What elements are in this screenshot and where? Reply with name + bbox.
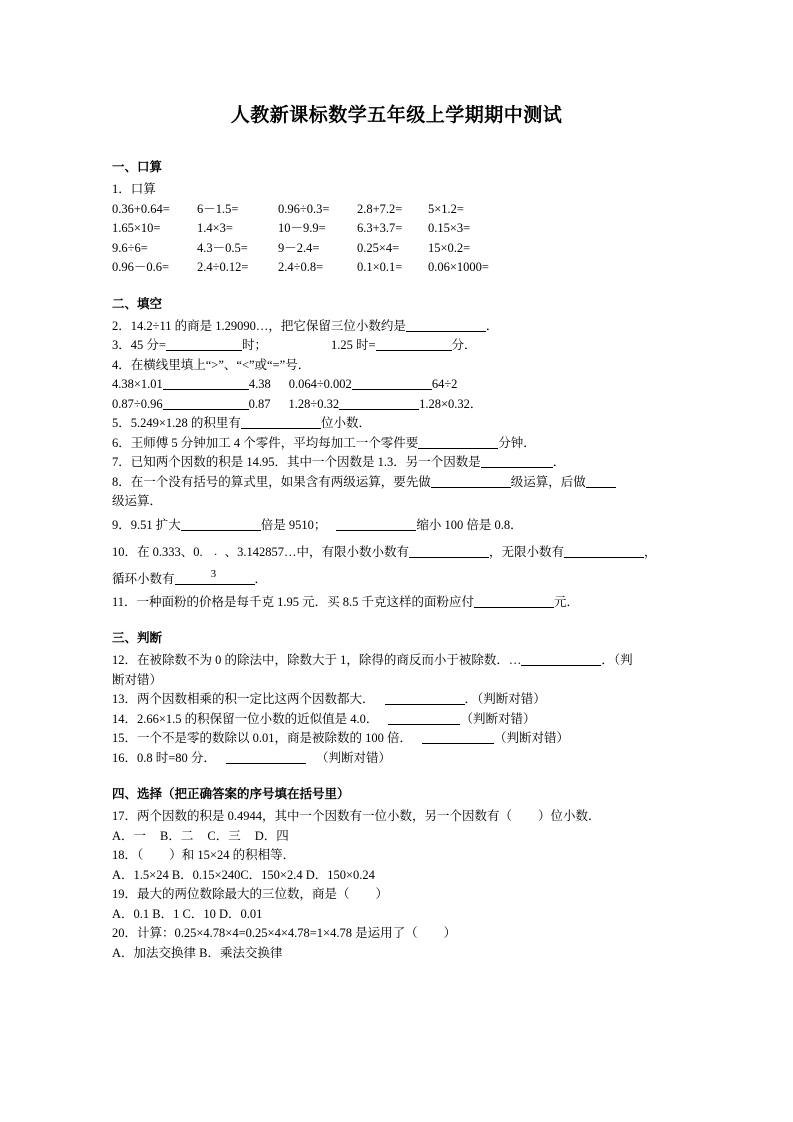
answer-blank[interactable] (422, 731, 494, 744)
calc-cell: 0.1×0.1= (357, 260, 403, 274)
question-15-suffix: （判断对错） (494, 731, 570, 745)
calc-cell: 0.06×1000= (428, 260, 489, 274)
answer-blank[interactable] (564, 545, 644, 558)
question-3 (112, 336, 682, 356)
question-19-text: 19．最大的两位数除最大的三位数，商是（ (112, 887, 350, 901)
question-16 (112, 749, 682, 769)
question-11-text: 11．一种面粉的价格是每千克 1.95 元．买 8.5 千克这样的面粉应付 (112, 594, 475, 609)
question-9 (112, 512, 682, 539)
repeat-digit: 3 (210, 567, 217, 580)
compare-left: 0.87÷0.96 (112, 396, 163, 411)
question-20-text: 20．计算：0.25×4.78×4=0.25×4×4.78=1×4.78 是运用了（ (112, 926, 418, 940)
question-17-text: 17．两个因数的积是 0.4944，其中一个因数有一位小数，另一个因数有（ (112, 809, 513, 823)
question-3-mid2: 1.25 时= (330, 338, 376, 352)
question-2-text: 2．14.2÷11 的商是 1.29090…，把它保留三位小数约是 (112, 318, 406, 333)
question-18-suffix: ）和 15×24 的积相等． (169, 848, 296, 862)
calc-cell: 0.96－0.6= (112, 260, 170, 274)
repeat-dot-icon: · (213, 546, 218, 561)
answer-blank[interactable] (336, 518, 416, 531)
question-19-suffix: ） (375, 887, 389, 901)
question-17-options (112, 827, 682, 847)
question-12-suffix: ．（判 (601, 653, 633, 667)
calc-cell: 2.4÷0.12= (197, 260, 249, 274)
answer-blank[interactable] (431, 475, 511, 488)
question-18 (112, 846, 682, 866)
answer-blank[interactable] (339, 397, 419, 410)
compare-right: 1.28×0.32． (419, 396, 483, 411)
question-20-options[interactable]: A．加法交换律 B．乘法交换律 (112, 945, 283, 960)
answer-blank[interactable] (586, 475, 616, 488)
calc-cell: 2.4÷0.8= (278, 260, 324, 274)
question-13 (112, 690, 682, 710)
calc-cell: 15×0.2= (428, 240, 471, 255)
option-c[interactable]: C．三 (207, 828, 241, 843)
calc-cell: 10－9.9= (278, 221, 326, 235)
question-4-prompt: 4．在横线里填上“>”、“<”或“=”号． (112, 357, 311, 372)
question-8-text: 8．在一个没有括号的算式里，如果含有两级运算，要先做 (112, 474, 431, 489)
compare-right: 64÷2 (431, 377, 458, 391)
question-10-mid1: 、3.142857…中，有限小数小数有 (224, 544, 410, 559)
answer-blank[interactable] (166, 338, 242, 351)
question-10-mid2: ，无限小数有 (489, 544, 565, 559)
question-18-options[interactable]: A．1.5×24 B．0.15×240C．150×2.4 D．150×0.24 (112, 867, 375, 882)
calc-cell: 6.3+3.7= (357, 221, 403, 235)
question-4-line-2 (112, 395, 682, 415)
question-15-text: 15．一个不是零的数除以 0.01，商是被除数的 100 倍． (112, 731, 413, 745)
answer-blank[interactable] (406, 319, 486, 332)
question-5-suffix: 位小数． (320, 416, 371, 430)
question-17 (112, 807, 682, 827)
question-5-text: 5．5.249×1.28 的积里有 (112, 416, 241, 430)
compare-right: 4.38 (248, 377, 271, 391)
calc-cell: 4.3－0.5= (197, 240, 248, 255)
answer-blank[interactable] (163, 397, 249, 410)
question-2-suffix: ． (485, 318, 499, 333)
calc-row (112, 239, 682, 259)
compare-left: 1.28÷0.32 (288, 396, 340, 411)
question-8-wrap: 级运算． (112, 494, 163, 508)
question-19 (112, 885, 682, 905)
question-14 (112, 710, 682, 730)
question-4-line-1 (112, 375, 682, 395)
question-20 (112, 924, 682, 944)
question-6-suffix: 分钟． (498, 435, 536, 450)
calc-row (112, 258, 682, 278)
document-body (112, 158, 682, 963)
calc-row (112, 200, 682, 220)
question-8-mid: 级运算，后做 (510, 474, 586, 489)
question-9-text: 9．9.51 扩大 (112, 517, 181, 532)
calc-cell: 0.15×3= (428, 221, 471, 235)
question-11-suffix: 元． (554, 594, 580, 609)
question-7 (112, 453, 682, 473)
option-d[interactable]: D．四 (254, 828, 289, 843)
question-12 (112, 651, 682, 671)
answer-blank[interactable] (241, 416, 321, 429)
question-6 (112, 434, 682, 454)
question-13-suffix: ．（判断对错） (464, 692, 546, 706)
answer-blank[interactable] (418, 436, 498, 449)
question-12-wrap: 断对错） (112, 672, 163, 687)
question-13-text: 13．两个因数相乘的积一定比这两个因数都大． (112, 692, 375, 706)
question-20-suffix: ） (443, 926, 457, 940)
calc-cell: 2.8+7.2= (357, 201, 403, 216)
answer-blank[interactable] (388, 712, 460, 725)
question-10-tail-text: 循环小数有 (112, 571, 175, 586)
question-3-suffix: 分． (451, 338, 477, 352)
question-7-text: 7．已知两个因数的积是 14.95．其中一个因数是 1.3．另一个因数是 (112, 455, 481, 469)
question-10-text: 10．在 0.333、0. (112, 544, 203, 559)
question-7-suffix: ． (552, 455, 566, 469)
question-10-mid3: ， (644, 544, 657, 559)
calc-cell: 0.36+0.64= (112, 201, 170, 216)
answer-blank[interactable] (385, 692, 465, 705)
calc-cell: 1.4×3= (197, 221, 233, 235)
answer-blank[interactable] (352, 377, 432, 390)
compare-left: 0.064÷0.002 (288, 377, 352, 391)
calc-row (112, 219, 682, 239)
compare-left: 4.38×1.01 (112, 377, 163, 391)
question-6-text: 6．王师傅 5 分钟加工 4 个零件，平均每加工一个零件要 (112, 435, 419, 450)
calc-cell: 5×1.2= (428, 201, 464, 216)
page-title: 人教新课标数学五年级上学期期中测试 (230, 105, 563, 126)
calc-cell: 9－2.4= (278, 240, 320, 255)
answer-blank[interactable] (163, 377, 249, 390)
section-heading-multiple-choice: 四、选择（把正确答案的序号填在括号里） (112, 787, 350, 801)
question-2 (112, 317, 682, 337)
answer-blank[interactable] (226, 751, 306, 764)
section-heading-true-false: 三、判断 (112, 631, 163, 645)
question-3-mid: 时； (241, 338, 267, 352)
question-10-wrap (112, 566, 682, 593)
section-heading-fill-blank: 二、填空 (112, 296, 163, 311)
question-10-tail-suffix: ． (254, 571, 268, 586)
answer-blank[interactable] (409, 545, 489, 558)
question-16-suffix: （判断对错） (315, 750, 391, 765)
answer-blank[interactable] (181, 518, 261, 531)
question-12-text: 12．在被除数不为 0 的除法中，除数大于 1，除得的商反而小于被除数．… (112, 653, 522, 667)
option-b[interactable]: B．二 (160, 828, 194, 843)
answer-blank[interactable] (521, 653, 601, 666)
question-8 (112, 473, 682, 493)
question-1-label: 1．口算 (112, 182, 156, 196)
question-17-suffix: ）位小数． (538, 809, 601, 823)
answer-blank[interactable] (481, 455, 553, 468)
answer-blank[interactable] (474, 595, 554, 608)
option-a[interactable]: A．一 (112, 828, 147, 843)
question-5 (112, 414, 682, 434)
answer-blank[interactable] (376, 338, 452, 351)
question-19-options[interactable]: A．0.1 B．1 C．10 D．0.01 (112, 906, 263, 921)
question-14-suffix: （判断对错） (460, 711, 536, 726)
question-9-suffix: 缩小 100 倍是 0.8． (416, 517, 523, 532)
question-18-text: 18．（ (112, 848, 144, 862)
section-heading-oral-calculation: 一、口算 (112, 160, 163, 174)
compare-right: 0.87 (248, 396, 271, 411)
question-14-text: 14．2.66×1.5 的积保留一位小数的近似值是 4.0． (112, 711, 379, 726)
calc-cell: 9.6÷6= (112, 240, 148, 255)
calc-cell: 0.25×4= (357, 240, 400, 255)
calc-cell: 0.96÷0.3= (278, 201, 330, 216)
calc-cell: 1.65×10= (112, 221, 161, 235)
question-16-text: 16．0.8 时=80 分． (112, 750, 216, 765)
question-15 (112, 729, 682, 749)
question-9-mid: 倍是 9510； (260, 517, 327, 532)
question-11 (112, 593, 682, 613)
question-3-text: 3．45 分= (112, 338, 166, 352)
calc-cell: 6－1.5= (197, 201, 239, 216)
